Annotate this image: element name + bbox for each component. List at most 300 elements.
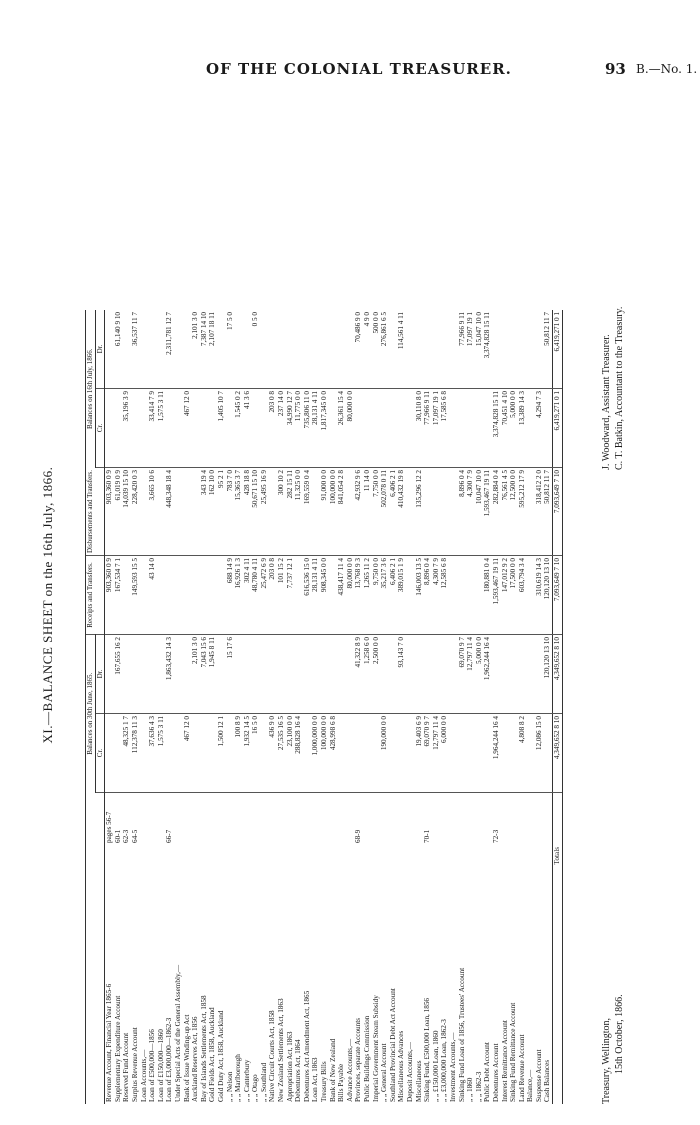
value-dr-1865: 41,322 8 9 [354, 635, 363, 714]
value-cr-1866: 1,545 0 2 [234, 388, 243, 467]
value-disbursements: 14,039 15 10 [122, 467, 131, 555]
value-dr-1866: 7,387 14 10 [200, 310, 209, 389]
value-disbursements [423, 467, 432, 555]
value-dr-1865 [449, 635, 458, 714]
value-disbursements: 11,325 0 0 [294, 467, 303, 555]
value-dr-1866 [406, 310, 415, 389]
page-ref [234, 793, 243, 846]
value-dr-1866 [105, 310, 114, 389]
table-row [415, 310, 424, 1104]
value-cr-1865: 100,000 0 0 [320, 714, 329, 793]
account-header [86, 845, 105, 1104]
table-row [432, 310, 441, 1104]
value-disbursements [140, 467, 149, 555]
table-row [406, 310, 415, 1104]
value-cr-1865 [140, 714, 149, 793]
value-dr-1866: 50,812 11 7 [543, 310, 552, 389]
value-cr-1865: 19,403 6 9 [415, 714, 424, 793]
value-cr-1866 [191, 388, 200, 467]
page-ref [432, 793, 441, 846]
value-dr-1866 [183, 310, 192, 389]
page-ref [526, 793, 535, 846]
value-receipts: 1,593,467 19 11 [492, 556, 501, 635]
value-dr-1866: 500 0 0 [372, 310, 381, 389]
value-dr-1866: 4 9 0 [363, 310, 372, 389]
value-disbursements: 162 10 0 [208, 467, 217, 555]
value-dr-1865 [122, 635, 131, 714]
value-disbursements: 6,406 2 1 [389, 467, 398, 555]
value-cr-1865 [226, 714, 235, 793]
value-cr-1865 [526, 714, 535, 793]
value-cr-1865: 467 12 0 [183, 714, 192, 793]
value-cr-1865: 112,378 11 3 [131, 714, 140, 793]
value-cr-1866 [354, 388, 363, 467]
page-ref: 66-7 [165, 829, 174, 843]
account-name: „ „ Nelson [225, 1071, 234, 1102]
value-cr-1866 [260, 388, 269, 467]
value-dr-1866 [122, 310, 131, 389]
value-cr-1866 [114, 388, 123, 467]
value-dr-1866 [501, 310, 510, 389]
value-receipts: 149,593 15 5 [131, 556, 140, 635]
table-row [329, 310, 338, 1104]
account-name: Southland Provincial Debt Act Account [388, 988, 397, 1102]
value-cr-1866: 467 12 0 [183, 388, 192, 467]
value-receipts [122, 556, 131, 635]
value-dr-1865 [148, 635, 157, 714]
value-disbursements: 8,896 0 4 [458, 467, 467, 555]
value-receipts: 1,265 11 2 [363, 556, 372, 635]
account-name: Advance Accounts,— [345, 1038, 354, 1102]
value-dr-1865: 12,797 11 4 [466, 635, 475, 714]
value-dr-1866: 2,311,781 12 7 [165, 310, 174, 389]
value-receipts: 146,003 13 5 [415, 556, 424, 635]
value-cr-1865: 1,500 12 1 [217, 714, 226, 793]
account-name: Loan Accounts,— [139, 1049, 148, 1102]
page-ref [337, 793, 346, 846]
page-ref [372, 793, 381, 846]
value-cr-1866 [131, 388, 140, 467]
value-disbursements: 76,561 4 5 [501, 467, 510, 555]
table-row [105, 310, 114, 1104]
value-dr-1866 [535, 310, 544, 389]
table-row [251, 310, 260, 1104]
value-cr-1866: 4,294 7 3 [535, 388, 544, 467]
value-dr-1866: 61,140 9 10 [114, 310, 123, 389]
table-row [380, 310, 389, 1104]
value-dr-1866 [440, 310, 449, 389]
value-dr-1865 [406, 635, 415, 714]
page-ref [466, 793, 475, 846]
header-balances-1865: Balances on 30th June, 1865. [86, 635, 96, 793]
total-dr-1866: 6,419,271 0 1 [553, 310, 563, 389]
page-number: 93 [605, 60, 626, 78]
value-cr-1866: 70,451 4 10 [501, 388, 510, 467]
value-dr-1866: 114,561 4 11 [397, 310, 406, 389]
table-row [157, 310, 166, 1104]
page-ref [320, 793, 329, 846]
signer-assistant-treasurer: J. Woodward, Assistant Treasurer. [601, 334, 612, 470]
value-dr-1865: 167,655 16 2 [114, 635, 123, 714]
value-dr-1866 [320, 310, 329, 389]
value-cr-1865 [208, 714, 217, 793]
value-cr-1865 [543, 714, 552, 793]
value-disbursements: 841,054 2 8 [337, 467, 346, 555]
value-disbursements: 903,360 0 9 [105, 467, 114, 555]
value-cr-1865: 27,535 16 5 [277, 714, 286, 793]
document-reference: B.—No. 1. [636, 62, 698, 76]
value-dr-1865 [380, 635, 389, 714]
value-cr-1866 [466, 388, 475, 467]
header-disbursements: Disbursements and Transfers. [86, 467, 105, 555]
account-name: Public Debt Account [483, 1042, 492, 1102]
table-row [277, 310, 286, 1104]
value-cr-1866: 80,000 0 0 [346, 388, 355, 467]
value-cr-1865 [354, 714, 363, 793]
account-name: Cash Balances [543, 1059, 552, 1102]
account-name: Surplus Revenue Account [130, 1027, 139, 1102]
value-dr-1866 [234, 310, 243, 389]
value-dr-1865 [518, 635, 527, 714]
value-dr-1866 [140, 310, 149, 389]
account-name: Loan of £150,000—1860 [156, 1029, 165, 1102]
value-dr-1866: 2,107 18 11 [208, 310, 217, 389]
value-receipts [157, 556, 166, 635]
value-dr-1866: 2,101 3 0 [191, 310, 200, 389]
page-ref [458, 793, 467, 846]
account-name: Debentures Account [491, 1043, 500, 1102]
value-dr-1866 [415, 310, 424, 389]
value-receipts: 16,926 1 3 [234, 556, 243, 635]
page-ref [535, 793, 544, 846]
page-ref [140, 793, 149, 846]
value-cr-1865: 428,998 6 8 [329, 714, 338, 793]
value-cr-1866: 5,000 0 0 [509, 388, 518, 467]
value-cr-1866: 17,097 19 1 [432, 388, 441, 467]
value-dr-1866: 36,537 11 7 [131, 310, 140, 389]
value-dr-1866 [148, 310, 157, 389]
value-cr-1866: 17,585 6 8 [440, 388, 449, 467]
value-receipts [183, 556, 192, 635]
value-cr-1865 [475, 714, 484, 793]
value-disbursements: 42,932 9 6 [354, 467, 363, 555]
value-receipts: 101 15 2 [277, 556, 286, 635]
value-receipts: 7,737 12 1 [286, 556, 295, 635]
value-dr-1865 [277, 635, 286, 714]
account-name: Debentures Act Amendment Act, 1865 [302, 990, 311, 1102]
value-dr-1865 [140, 635, 149, 714]
value-dr-1865 [131, 635, 140, 714]
header-cr-1865: Cr. [95, 714, 105, 793]
value-receipts [140, 556, 149, 635]
value-receipts [200, 556, 209, 635]
value-cr-1866 [165, 388, 174, 467]
account-name: Revenue Account, Financial Year 1865-6 [105, 983, 114, 1102]
total-disbursements: 7,093,649 7 10 [553, 467, 563, 555]
value-receipts: 147,012 9 2 [501, 556, 510, 635]
value-cr-1865: 4,808 8 2 [518, 714, 527, 793]
totals-row [553, 310, 563, 1104]
value-receipts: 310,619 14 3 [535, 556, 544, 635]
value-disbursements: 15,365 3 7 [234, 467, 243, 555]
page-ref [157, 793, 166, 846]
value-cr-1865 [200, 714, 209, 793]
page-ref [406, 793, 415, 846]
value-cr-1865 [105, 714, 114, 793]
value-dr-1865 [509, 635, 518, 714]
value-cr-1866: 1,817,345 0 0 [320, 388, 329, 467]
value-dr-1865 [303, 635, 312, 714]
value-receipts: 25,472 6 9 [260, 556, 269, 635]
page-ref: 62-3 [122, 829, 131, 843]
footer-place-date [600, 994, 626, 1104]
value-receipts: 120,120 13 10 [543, 556, 552, 635]
account-name: Auckland Reserves Act, 1856 [191, 1016, 200, 1102]
value-cr-1866 [397, 388, 406, 467]
account-name: Bank of Issue Winding-up Act [182, 1014, 191, 1102]
value-cr-1866: 1,405 10 7 [217, 388, 226, 467]
page-ref [475, 793, 484, 846]
value-dr-1865 [251, 635, 260, 714]
value-dr-1866 [174, 310, 183, 389]
value-dr-1865: 93,143 7 0 [397, 635, 406, 714]
account-name: Sinking Fund Loan of 1856, Trustees' Account [457, 967, 466, 1102]
account-name: Native Circuit Courts Act, 1858 [268, 1010, 277, 1102]
value-receipts: 180,881 0 4 [483, 556, 492, 635]
value-disbursements [191, 467, 200, 555]
value-dr-1866 [389, 310, 398, 389]
value-disbursements: 61,019 0 9 [114, 467, 123, 555]
value-dr-1865 [217, 635, 226, 714]
table-row [492, 310, 501, 1104]
value-cr-1866: 3,374,828 15 11 [492, 388, 501, 467]
value-cr-1866 [475, 388, 484, 467]
value-cr-1866 [389, 388, 398, 467]
header-dr-1865: Dr. [95, 635, 105, 714]
table-row [372, 310, 381, 1104]
value-dr-1865 [423, 635, 432, 714]
table-row [526, 310, 535, 1104]
value-dr-1865: 1,962,244 16 4 [483, 635, 492, 714]
account-name: Reserved Fund Account [122, 1032, 131, 1102]
value-cr-1865 [346, 714, 355, 793]
value-cr-1866 [200, 388, 209, 467]
account-name: „ „ General Account [380, 1043, 389, 1102]
value-disbursements: 3,665 10 6 [148, 467, 157, 555]
value-receipts: 389,015 1 9 [397, 556, 406, 635]
header-cr-1866: Cr. [95, 388, 105, 467]
value-receipts [329, 556, 338, 635]
value-dr-1866: 15,047 10 0 [475, 310, 484, 389]
value-receipts: 4,300 7 9 [432, 556, 441, 635]
page-ref [440, 793, 449, 846]
value-dr-1865 [286, 635, 295, 714]
footer-date: 15th October, 1866. [614, 994, 625, 1074]
value-disbursements: 135,296 12 2 [415, 467, 424, 555]
page-ref [303, 793, 312, 846]
page-ref [543, 793, 552, 846]
value-disbursements: 1,593,467 19 11 [483, 467, 492, 555]
account-name: Bank of New Zealand [328, 1038, 337, 1102]
account-name: Sinking Fund Remittance Account [509, 1002, 518, 1102]
value-cr-1865: 6,000 0 0 [440, 714, 449, 793]
value-dr-1865 [243, 635, 252, 714]
value-dr-1865 [346, 635, 355, 714]
page-ref [208, 793, 217, 846]
value-dr-1866: 17 5 0 [226, 310, 235, 389]
total-receipts: 7,093,649 7 10 [553, 556, 563, 635]
account-name: „ „ Canterbury [242, 1059, 251, 1102]
value-receipts: 603,794 3 4 [518, 556, 527, 635]
value-dr-1865 [320, 635, 329, 714]
value-receipts [449, 556, 458, 635]
table-row [543, 310, 552, 1104]
value-dr-1865 [526, 635, 535, 714]
table-row [114, 310, 123, 1104]
value-receipts [294, 556, 303, 635]
account-name: Miscellaneous Advances [397, 1030, 406, 1102]
table-row [397, 310, 406, 1104]
value-dr-1865: 120,120 13 10 [543, 635, 552, 714]
value-receipts: 17,500 0 0 [509, 556, 518, 635]
table-row [131, 310, 140, 1104]
page-ref [363, 793, 372, 846]
value-dr-1866 [449, 310, 458, 389]
value-disbursements: 502,078 0 11 [380, 467, 389, 555]
account-name: Provinces, separate Accounts [354, 1017, 363, 1102]
page-ref [397, 793, 406, 846]
value-disbursements: 50,671 15 10 [251, 467, 260, 555]
value-disbursements [406, 467, 415, 555]
value-disbursements [440, 467, 449, 555]
table-row [466, 310, 475, 1104]
value-dr-1865: 69,070 9 7 [458, 635, 467, 714]
table-row [535, 310, 544, 1104]
value-disbursements: 448,348 18 4 [165, 467, 174, 555]
page-ref [389, 793, 398, 846]
value-cr-1866: 30,110 8 0 [415, 388, 424, 467]
account-name: Gold Fields Act, 1858, Auckland [208, 1007, 217, 1102]
value-cr-1866: 735,806 11 0 [303, 388, 312, 467]
value-disbursements [174, 467, 183, 555]
value-receipts [191, 556, 200, 635]
value-cr-1865 [372, 714, 381, 793]
value-cr-1865 [165, 714, 174, 793]
account-name: Land Revenue Account [517, 1034, 526, 1102]
footer-signatures [600, 307, 626, 470]
account-name: Bay of Islands Settlements Act, 1858 [199, 995, 208, 1102]
value-cr-1866: 35,196 3 9 [122, 388, 131, 467]
value-disbursements [432, 467, 441, 555]
value-disbursements: 428 18 8 [243, 467, 252, 555]
value-cr-1865 [174, 714, 183, 793]
value-disbursements: 25,495 16 9 [260, 467, 269, 555]
page-ref [191, 793, 200, 846]
value-cr-1866 [251, 388, 260, 467]
table-row [226, 310, 235, 1104]
account-name: „ „ 1860 [466, 1077, 475, 1102]
value-cr-1866 [208, 388, 217, 467]
value-dr-1866 [260, 310, 269, 389]
value-dr-1865 [389, 635, 398, 714]
value-cr-1865: 48,325 1 7 [122, 714, 131, 793]
total-cr-1865: 4,349,652 8 10 [553, 714, 563, 793]
value-cr-1865: 1,000,000 0 0 [311, 714, 320, 793]
balance-sheet-table [85, 310, 563, 1104]
page-ref [268, 793, 277, 846]
account-name: Balance,— [526, 1069, 535, 1102]
header-dr-1866: Dr. [95, 310, 105, 389]
value-dr-1865: 15 17 6 [226, 635, 235, 714]
value-dr-1866 [518, 310, 527, 389]
value-cr-1865 [337, 714, 346, 793]
account-name: Imperial Government Steam Subsidy [371, 995, 380, 1102]
value-receipts: 80,000 0 0 [346, 556, 355, 635]
value-cr-1865 [466, 714, 475, 793]
value-dr-1865: 2,500 0 0 [372, 635, 381, 714]
value-cr-1865 [114, 714, 123, 793]
value-disbursements: 100,000 0 0 [329, 467, 338, 555]
value-dr-1865 [105, 635, 114, 714]
value-dr-1866 [157, 310, 166, 389]
value-dr-1865: 1,945 8 11 [208, 635, 217, 714]
value-receipts: 167,534 7 1 [114, 556, 123, 635]
value-dr-1866: 0 5 0 [251, 310, 260, 389]
value-dr-1866 [286, 310, 295, 389]
value-cr-1866: 1,575 3 11 [157, 388, 166, 467]
value-cr-1866 [363, 388, 372, 467]
value-cr-1866 [105, 388, 114, 467]
value-dr-1865 [535, 635, 544, 714]
value-receipts: 35,217 3 6 [380, 556, 389, 635]
value-disbursements: 4,300 7 9 [466, 467, 475, 555]
value-cr-1865 [458, 714, 467, 793]
table-row [294, 310, 303, 1104]
value-cr-1866: 77,966 9 11 [423, 388, 432, 467]
account-name: Suspense Account [534, 1049, 543, 1102]
total-dr-1865: 4,349,652 8 10 [553, 635, 563, 714]
value-disbursements [311, 467, 320, 555]
page-ref [501, 793, 510, 846]
value-receipts: 43 14 0 [148, 556, 157, 635]
value-cr-1866 [526, 388, 535, 467]
value-dr-1865 [311, 635, 320, 714]
table-row [148, 310, 157, 1104]
value-dr-1866 [311, 310, 320, 389]
value-dr-1866: 276,861 6 5 [380, 310, 389, 389]
value-receipts: 9,750 0 0 [372, 556, 381, 635]
table-row [268, 310, 277, 1104]
table-row [518, 310, 527, 1104]
page-ref [294, 793, 303, 846]
value-cr-1865: 190,000 0 0 [380, 714, 389, 793]
page-ref [174, 793, 183, 846]
table-row [260, 310, 269, 1104]
value-dr-1865: 2,101 3 0 [191, 635, 200, 714]
value-dr-1865 [183, 635, 192, 714]
page-ref [346, 793, 355, 846]
value-dr-1865 [501, 635, 510, 714]
value-receipts: 908,345 0 0 [320, 556, 329, 635]
value-cr-1865: 1,932 14 5 [243, 714, 252, 793]
value-cr-1865: 288,828 16 4 [294, 714, 303, 793]
value-dr-1865 [440, 635, 449, 714]
table-row [200, 310, 209, 1104]
value-dr-1865 [337, 635, 346, 714]
table-row [458, 310, 467, 1104]
table-row [337, 310, 346, 1104]
value-receipts: 616,536 15 0 [303, 556, 312, 635]
